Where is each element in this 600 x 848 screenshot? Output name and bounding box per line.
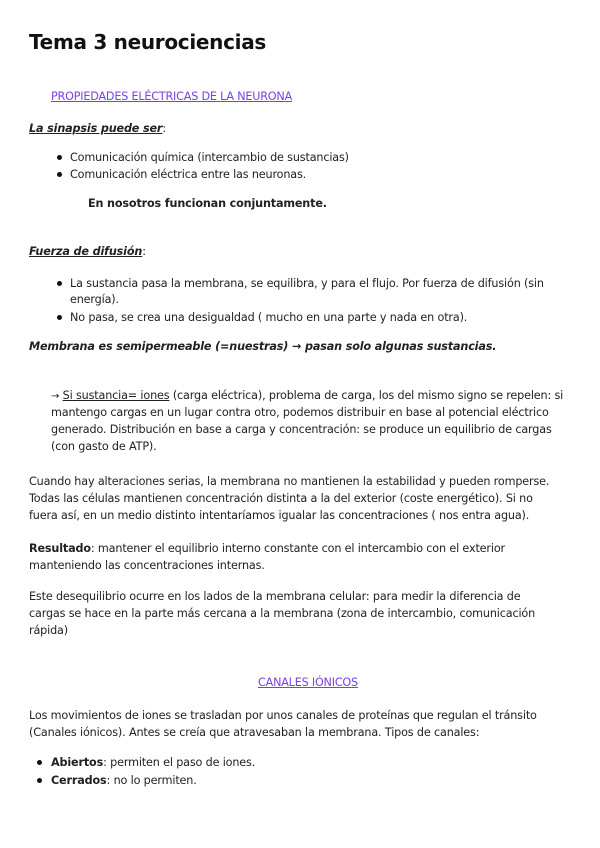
iones-line-4: (con gasto de ATP). [51, 440, 157, 453]
bullet-dot [37, 760, 42, 765]
paragraph-canales-2: (Canales iónicos). Antes se creía que atravesaban la membrana. Tipos de canales: [29, 726, 480, 739]
arrow-icon: → [51, 391, 60, 402]
fuerza-item-2: No pasa, se crea una desigualdad ( mucho en una parte y nada en otra). [70, 311, 468, 324]
fuerza-item-1-line1: La sustancia pasa la membrana, se equilibra, y para el flujo. Por fuerza de difusión (sin [70, 277, 544, 290]
resultado-rest: : mantener el equilibrio interno constante con el intercambio con el exterior [90, 542, 505, 555]
paragraph-alteraciones-3: fuera así, en un medio distinto intentaríamos igualar las concentraciones ( nos entra agua). [29, 509, 530, 522]
conjuntamente-note: En nosotros funcionan conjuntamente. [88, 197, 327, 210]
sinapsis-label-line [29, 120, 166, 137]
bullet-dot [37, 778, 42, 783]
canal-abiertos-rest: : permiten el paso de iones. [103, 756, 256, 769]
paragraph-desequilibrio-1: Este desequilibrio ocurre en los lados de la membrana celular: para medir la diferencia de [29, 590, 521, 603]
fuerza-label: Fuerza de difusión [29, 245, 143, 258]
sinapsis-colon: : [162, 122, 166, 135]
iones-line-3: generado. Distribución en base a carga y concentración: se produce un equilibrio de cargas [51, 423, 552, 436]
iones-line-1 [51, 387, 563, 405]
iones-line-2: mantengo cargas en un lugar contra otro, podemos distribuir en base al potencial eléctrico [51, 406, 549, 419]
canal-item-abiertos [51, 754, 255, 771]
page-title: Tema 3 neurociencias [29, 30, 266, 54]
fuerza-colon: : [142, 245, 146, 258]
canal-cerrados-label: Cerrados [51, 774, 107, 787]
section-heading-propiedades[interactable]: PROPIEDADES ELÉCTRICAS DE LA NEURONA [51, 90, 293, 103]
fuerza-label-line [29, 243, 146, 260]
bullet-dot [57, 315, 62, 320]
paragraph-desequilibrio-3: rápida) [29, 624, 68, 637]
bullet-dot [57, 155, 62, 160]
paragraph-alteraciones-1: Cuando hay alteraciones serias, la membrana no mantienen la estabilidad y pueden romperse. [29, 475, 550, 488]
resultado-label: Resultado [29, 542, 91, 555]
canal-abiertos-label: Abiertos [51, 756, 104, 769]
bullet-dot [57, 172, 62, 177]
paragraph-canales-1: Los movimientos de iones se trasladan por unos canales de proteínas que regulan el tránsito [29, 709, 537, 722]
fuerza-item-1-line2: energía). [70, 293, 119, 306]
paragraph-desequilibrio-2: cargas se hace en la parte más cercana a la membrana (zona de intercambio, comunicación [29, 607, 536, 620]
sinapsis-item-2: Comunicación eléctrica entre las neuronas. [70, 168, 307, 181]
membrana-statement: Membrana es semipermeable (=nuestras) → pasan solo algunas sustancias. [29, 340, 497, 353]
bullet-dot [57, 281, 62, 286]
resultado-line-2: manteniendo las concentraciones internas. [29, 559, 265, 572]
si-sustancia-iones: Si sustancia= iones [62, 389, 170, 402]
paragraph-alteraciones-2: Todas las células mantienen concentración distinta a la del exterior (coste energético). Si no [29, 492, 533, 505]
canal-cerrados-rest: : no lo permiten. [106, 774, 197, 787]
section-heading-canales[interactable]: CANALES IÓNICOS [258, 676, 358, 689]
canal-item-cerrados [51, 772, 197, 789]
iones-rest: (carga eléctrica), problema de carga, los del mismo signo se repelen: si [169, 389, 564, 402]
sinapsis-label: La sinapsis puede ser [29, 122, 163, 135]
resultado-line-1 [29, 540, 505, 557]
sinapsis-item-1: Comunicación química (intercambio de sustancias) [70, 151, 349, 164]
